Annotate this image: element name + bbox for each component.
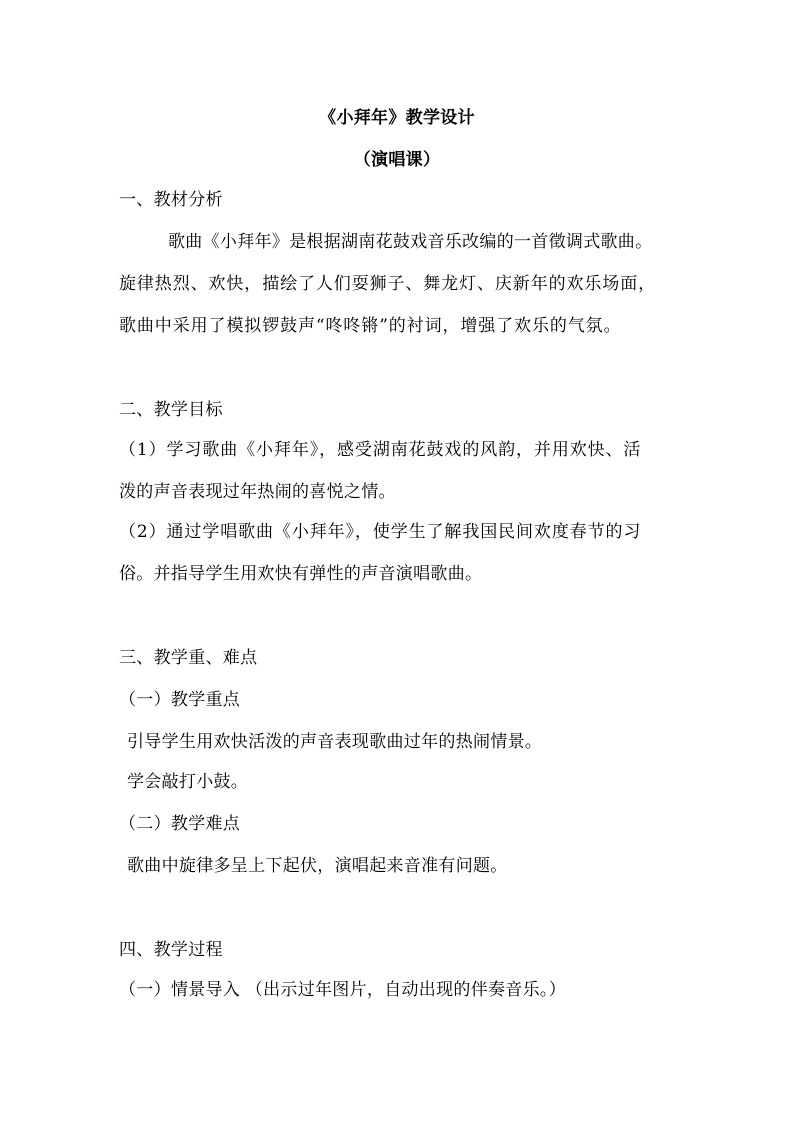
paragraph-line: 引导学生用欢快活泼的声音表现歌曲过年的热闹情景。: [127, 732, 543, 752]
paragraph-line: （1）学习歌曲《小拜年》，感受湖南花鼓戏的风韵，并用欢快、活: [119, 440, 642, 460]
subsection-heading: （一）情景导入 （出示过年图片，自动出现的伴奏音乐。）: [119, 980, 567, 1000]
paragraph-line: （2）通过学唱歌曲《小拜年》，使学生了解我国民间欢度春节的习: [119, 522, 642, 542]
document-title: 《小拜年》教学设计: [319, 108, 475, 128]
paragraph-line: 歌曲《小拜年》是根据湖南花鼓戏音乐改编的一首徵调式歌曲。: [168, 232, 653, 252]
subsection-heading: （一）教学重点: [119, 690, 241, 710]
paragraph-line: 俗。并指导学生用欢快有弹性的声音演唱歌曲。: [119, 564, 483, 584]
document-subtitle: （演唱课）: [353, 150, 441, 170]
paragraph-line: 歌曲中采用了模拟锣鼓声“咚咚锵”的衬词，增强了欢乐的气氛。: [119, 316, 622, 336]
section-heading-keypoints: 三、教学重、难点: [119, 648, 258, 668]
paragraph-line: 旋律热烈、欢快，描绘了人们耍狮子、舞龙灯、庆新年的欢乐场面，: [119, 274, 656, 294]
paragraph-line: 歌曲中旋律多呈上下起伏，演唱起来音准有问题。: [127, 856, 508, 876]
subsection-heading: （二）教学难点: [119, 814, 241, 834]
section-heading-analysis: 一、教材分析: [119, 190, 223, 210]
paragraph-line: 泼的声音表现过年热闹的喜悦之情。: [119, 482, 396, 502]
section-heading-goals: 二、教学目标: [119, 400, 223, 420]
paragraph-line: 学会敲打小鼓。: [127, 772, 249, 792]
section-heading-process: 四、教学过程: [119, 940, 223, 960]
